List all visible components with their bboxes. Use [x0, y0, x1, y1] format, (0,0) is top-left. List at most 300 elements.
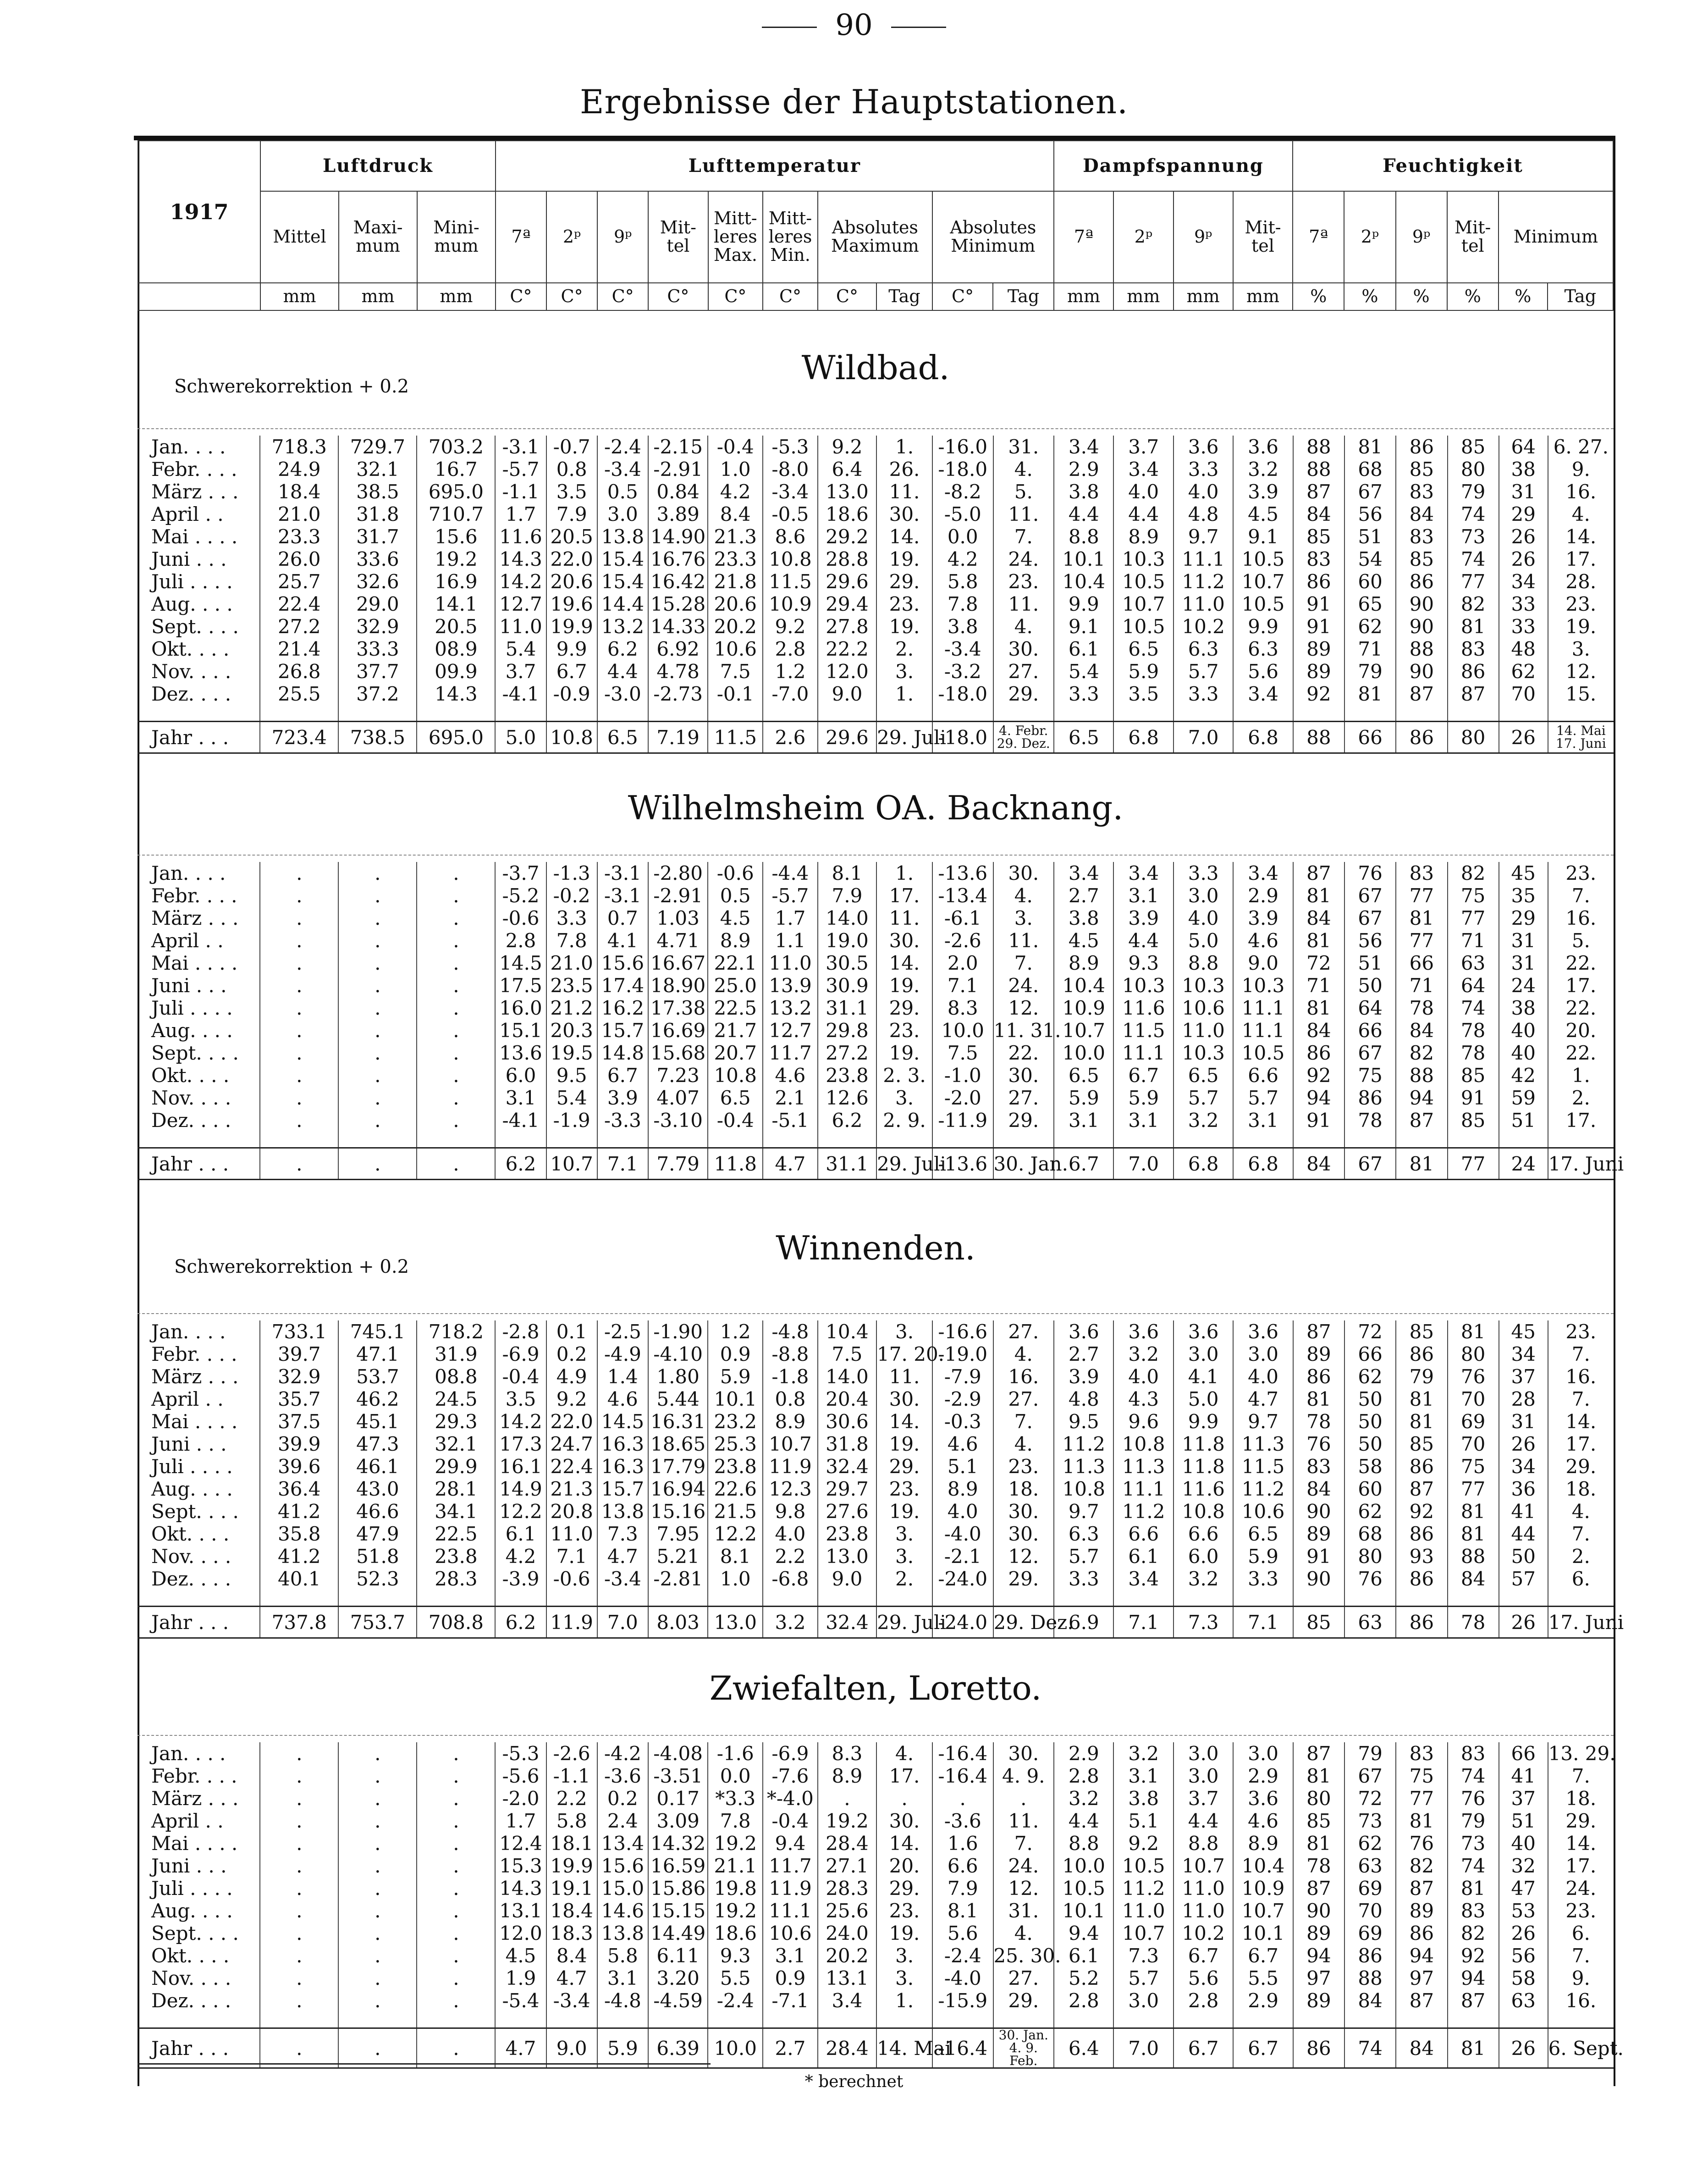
value-cell: 76 — [1396, 1832, 1447, 1855]
gap-cell — [708, 705, 763, 722]
gap-cell — [648, 2012, 708, 2028]
value-cell: 82 — [1448, 1922, 1499, 1944]
value-cell: 73 — [1344, 1810, 1396, 1832]
value-cell: 14.5 — [495, 952, 546, 974]
value-cell: 92 — [1448, 1944, 1499, 1967]
value-cell: 10.7 — [1113, 1922, 1173, 1944]
value-cell: . — [417, 1109, 495, 1132]
gap-cell — [338, 2012, 417, 2028]
value-cell: 13.0 — [818, 480, 876, 503]
value-cell: -1.90 — [648, 1320, 708, 1343]
table-row — [138, 1433, 1614, 1455]
value-cell: 3.4 — [1113, 458, 1173, 480]
value-cell: 9.9 — [546, 638, 597, 660]
value-cell: 29.0 — [338, 593, 417, 615]
value-cell: . — [260, 907, 338, 929]
value-cell: 8.9 — [708, 929, 763, 952]
value-cell: 79 — [1344, 660, 1396, 683]
value-cell: 31 — [1499, 480, 1548, 503]
value-cell: 29. — [993, 683, 1054, 705]
value-cell: 27.2 — [818, 1042, 876, 1064]
gap-cell — [1233, 1590, 1293, 1607]
value-cell: 9.2 — [763, 615, 818, 638]
value-cell: 9.2 — [818, 436, 876, 458]
value-cell: 91 — [1293, 1109, 1344, 1132]
value-cell: 3.4 — [1054, 436, 1113, 458]
jahr-cell: 6. Sept. — [1548, 2028, 1614, 2068]
value-cell: 703.2 — [417, 436, 495, 458]
value-cell: 2.2 — [763, 1545, 818, 1568]
value-cell: 18.1 — [546, 1832, 597, 1855]
value-cell: 14.0 — [818, 907, 876, 929]
value-cell: 7.3 — [597, 1523, 648, 1545]
value-cell: 11.6 — [1174, 1478, 1233, 1500]
value-cell: 27. — [993, 1967, 1054, 1989]
value-cell: 4.1 — [597, 929, 648, 952]
table-row — [138, 1810, 1614, 1832]
gap-cell — [876, 705, 932, 722]
value-cell: 4.6 — [932, 1433, 993, 1455]
gap-cell — [1448, 1132, 1499, 1148]
value-cell: 20.2 — [818, 1944, 876, 1967]
value-cell: 3.9 — [1054, 1365, 1113, 1388]
jahr-cell: 695.0 — [417, 722, 495, 753]
value-cell: 87 — [1396, 1478, 1447, 1500]
jahr-cell: 6.4 — [1054, 2028, 1113, 2068]
value-cell: 18.90 — [648, 974, 708, 997]
month-label: Nov. . . . — [151, 1087, 231, 1109]
value-cell: 0.0 — [708, 1765, 763, 1787]
value-cell: 76 — [1448, 1365, 1499, 1388]
value-cell: 70 — [1499, 683, 1548, 705]
value-cell: 37.5 — [260, 1410, 338, 1433]
value-cell: 5.8 — [932, 570, 993, 593]
value-cell: 4.2 — [932, 548, 993, 570]
value-cell: 19.2 — [818, 1810, 876, 1832]
dash-right — [891, 27, 946, 28]
value-cell: 17. — [1548, 974, 1614, 997]
value-cell: . — [417, 974, 495, 997]
value-cell: 10.4 — [1233, 1855, 1293, 1877]
jahr-cell: 723.4 — [260, 722, 338, 753]
gap-cell — [417, 2012, 495, 2028]
jahr-cell: . — [260, 1148, 338, 1180]
table-row — [138, 1765, 1614, 1787]
value-cell: 7.9 — [818, 884, 876, 907]
value-cell: 10.8 — [1174, 1500, 1233, 1523]
jahr-cell: 7.1 — [597, 1148, 648, 1180]
value-cell: 10.1 — [1054, 548, 1113, 570]
value-cell: 63 — [1448, 952, 1499, 974]
value-cell: 10.3 — [1113, 548, 1173, 570]
value-cell: -4.0 — [932, 1967, 993, 1989]
value-cell: -2.5 — [597, 1320, 648, 1343]
value-cell: 3.2 — [1233, 458, 1293, 480]
value-cell: 10.0 — [1054, 1855, 1113, 1877]
value-cell: 41 — [1499, 1500, 1548, 1523]
value-cell: 71 — [1293, 974, 1344, 997]
value-cell: -4.8 — [597, 1989, 648, 2012]
value-cell: 77 — [1396, 929, 1447, 952]
month-label: Dez. . . . — [151, 1109, 231, 1132]
value-cell: 77 — [1448, 907, 1499, 929]
value-cell: 20.8 — [546, 1500, 597, 1523]
value-cell: 30. — [993, 1500, 1054, 1523]
jahr-cell: -13.6 — [932, 1148, 993, 1180]
unit-cell: C° — [648, 283, 708, 310]
value-cell: 1.03 — [648, 907, 708, 929]
value-cell: 12.7 — [763, 1019, 818, 1042]
col-temp-7a: 7ª — [496, 191, 546, 283]
value-cell: 76 — [1344, 862, 1396, 884]
value-cell: 30. — [993, 1064, 1054, 1087]
value-cell: 10.1 — [1054, 1900, 1113, 1922]
value-cell: . — [338, 997, 417, 1019]
jahr-cell: 737.8 — [260, 1607, 338, 1638]
value-cell: 27. — [993, 1320, 1054, 1343]
value-cell: 29. — [1548, 1455, 1614, 1478]
jahr-cell: 6.8 — [1233, 1148, 1293, 1180]
gap-cell — [993, 2012, 1054, 2028]
value-cell: . — [417, 1922, 495, 1944]
value-cell: 10.9 — [763, 593, 818, 615]
value-cell: 74 — [1448, 503, 1499, 525]
month-label: Jan. . . . — [151, 862, 226, 884]
station-table — [138, 862, 1624, 1180]
value-cell: 83 — [1293, 1455, 1344, 1478]
value-cell: -3.4 — [597, 458, 648, 480]
value-cell: 2.9 — [1054, 1742, 1113, 1765]
value-cell: -5.7 — [763, 884, 818, 907]
value-cell: 4.4 — [1174, 1810, 1233, 1832]
value-cell: 11.3 — [1054, 1455, 1113, 1478]
value-cell: 3.7 — [1113, 436, 1173, 458]
value-cell: -4.08 — [648, 1742, 708, 1765]
jahr-cell: 86 — [1396, 1607, 1447, 1638]
value-cell: 89 — [1293, 1922, 1344, 1944]
value-cell: 4.0 — [1113, 1365, 1173, 1388]
station-name: Wilhelmsheim OA. Backnang. — [628, 789, 1124, 827]
value-cell: 3.1 — [1113, 884, 1173, 907]
table-row — [138, 884, 1614, 907]
col-dampf-2p: 2ᵖ — [1113, 191, 1173, 283]
table-row — [138, 436, 1614, 458]
value-cell: 30. — [993, 1523, 1054, 1545]
value-cell: 87 — [1293, 1877, 1344, 1900]
value-cell: -0.9 — [546, 683, 597, 705]
value-cell: 40 — [1499, 1042, 1548, 1064]
value-cell: 76 — [1448, 1787, 1499, 1810]
value-cell: 15.7 — [597, 1019, 648, 1042]
value-cell: 3.3 — [1054, 683, 1113, 705]
value-cell: . — [260, 1922, 338, 1944]
section-rule — [138, 1313, 1614, 1314]
value-cell: 14. — [1548, 525, 1614, 548]
value-cell: 4.6 — [1233, 929, 1293, 952]
value-cell: 15.4 — [597, 548, 648, 570]
value-cell: 4.4 — [597, 660, 648, 683]
value-cell: 73 — [1448, 525, 1499, 548]
value-cell: 9.2 — [546, 1388, 597, 1410]
value-cell: 14.2 — [495, 1410, 546, 1433]
value-cell: 12.4 — [495, 1832, 546, 1855]
value-cell: . — [417, 884, 495, 907]
value-cell: 8.8 — [1174, 952, 1233, 974]
row-gap — [138, 1132, 1614, 1148]
value-cell: 11.5 — [1113, 1019, 1173, 1042]
value-cell: 4.6 — [1233, 1810, 1293, 1832]
value-cell: 19.1 — [546, 1877, 597, 1900]
value-cell: 4.8 — [1174, 503, 1233, 525]
value-cell: 28.4 — [818, 1832, 876, 1855]
value-cell: 51 — [1499, 1109, 1548, 1132]
value-cell: 4.7 — [1233, 1388, 1293, 1410]
value-cell: -0.2 — [546, 884, 597, 907]
value-cell: 8.8 — [1054, 1832, 1113, 1855]
value-cell: . — [338, 1765, 417, 1787]
value-cell: 14.0 — [818, 1365, 876, 1388]
value-cell: 24. — [1548, 1877, 1614, 1900]
value-cell: 11.0 — [1174, 1019, 1233, 1042]
value-cell: 84 — [1448, 1568, 1499, 1590]
gap-cell — [1448, 705, 1499, 722]
value-cell: 29.6 — [818, 570, 876, 593]
gap-cell — [1113, 2012, 1173, 2028]
value-cell: 76 — [1293, 1433, 1344, 1455]
jahr-cell: 6.5 — [1054, 722, 1113, 753]
jahr-cell: 86 — [1396, 722, 1447, 753]
unit-cell: % — [1447, 283, 1499, 310]
jahr-cell: 7.0 — [597, 1607, 648, 1638]
value-cell: 47.3 — [338, 1433, 417, 1455]
jahr-cell: 10.8 — [546, 722, 597, 753]
value-cell: 3.4 — [1233, 862, 1293, 884]
value-cell: -3.1 — [597, 862, 648, 884]
value-cell: 1.7 — [763, 907, 818, 929]
page-title: Ergebnisse der Hauptstationen. — [579, 83, 1129, 121]
value-cell: -3.6 — [932, 1810, 993, 1832]
value-cell: 87 — [1293, 480, 1344, 503]
value-cell: 70 — [1344, 1900, 1396, 1922]
value-cell: 3.1 — [597, 1967, 648, 1989]
value-cell: 29. — [993, 1109, 1054, 1132]
value-cell: 62 — [1344, 1832, 1396, 1855]
jahr-cell: 6.9 — [1054, 1607, 1113, 1638]
table-row — [138, 570, 1614, 593]
value-cell: 733.1 — [260, 1320, 338, 1343]
value-cell: 9. — [1548, 1967, 1614, 1989]
value-cell: 3.6 — [1233, 1320, 1293, 1343]
value-cell: 29. — [876, 997, 932, 1019]
gap-cell — [495, 705, 546, 722]
month-label: Mai . . . . — [151, 525, 238, 548]
jahr-cell: 6.8 — [1233, 722, 1293, 753]
value-cell: 85 — [1396, 458, 1447, 480]
value-cell: 14.8 — [597, 1042, 648, 1064]
value-cell: 0.7 — [597, 907, 648, 929]
value-cell: 24.0 — [818, 1922, 876, 1944]
value-cell: . — [338, 1087, 417, 1109]
value-cell: 84 — [1293, 1478, 1344, 1500]
value-cell: 10.7 — [1233, 1900, 1293, 1922]
value-cell: 39.7 — [260, 1343, 338, 1365]
value-cell: 20. — [876, 1855, 932, 1877]
value-cell: 29. — [993, 1989, 1054, 2012]
value-cell: 15.6 — [417, 525, 495, 548]
value-cell: 67 — [1344, 1765, 1396, 1787]
value-cell: 22.0 — [546, 548, 597, 570]
value-cell: 3. — [876, 1967, 932, 1989]
value-cell: -3.4 — [597, 1568, 648, 1590]
jahr-cell: 6.7 — [1233, 2028, 1293, 2068]
value-cell: 42 — [1499, 1064, 1548, 1087]
value-cell: 29. — [876, 570, 932, 593]
jahr-cell: 2.7 — [763, 2028, 818, 2068]
value-cell: -1.1 — [546, 1765, 597, 1787]
value-cell: -5.2 — [495, 884, 546, 907]
gap-cell — [1344, 1132, 1396, 1148]
value-cell: 81 — [1293, 884, 1344, 907]
value-cell: 3.9 — [597, 1087, 648, 1109]
value-cell: . — [338, 1042, 417, 1064]
value-cell: 46.2 — [338, 1388, 417, 1410]
value-cell: 3.6 — [1233, 436, 1293, 458]
value-cell: 23. — [876, 1900, 932, 1922]
value-cell: 4.8 — [1054, 1388, 1113, 1410]
value-cell: . — [338, 1109, 417, 1132]
value-cell: 23. — [1548, 1900, 1614, 1922]
station-table — [138, 1742, 1624, 2069]
unit-cell: C° — [708, 283, 763, 310]
value-cell: 7. — [1548, 1765, 1614, 1787]
gap-cell — [1233, 1132, 1293, 1148]
value-cell: 9.0 — [818, 1568, 876, 1590]
gap-cell — [708, 1590, 763, 1607]
value-cell: 10.1 — [708, 1388, 763, 1410]
value-cell: 31.9 — [417, 1343, 495, 1365]
value-cell: 3.0 — [1174, 1343, 1233, 1365]
value-cell: 6.5 — [1233, 1523, 1293, 1545]
value-cell: 2.7 — [1054, 1343, 1113, 1365]
month-label: Juni . . . — [151, 548, 227, 570]
value-cell: 14.1 — [417, 593, 495, 615]
value-cell: 14. — [1548, 1410, 1614, 1433]
value-cell: 7. — [1548, 1388, 1614, 1410]
value-cell: 14. — [876, 525, 932, 548]
value-cell: 3.5 — [495, 1388, 546, 1410]
value-cell: 15.4 — [597, 570, 648, 593]
value-cell: 16.69 — [648, 1019, 708, 1042]
value-cell: 11.7 — [763, 1855, 818, 1877]
jahr-cell: 24 — [1499, 1148, 1548, 1180]
value-cell: 11.2 — [1113, 1500, 1173, 1523]
value-cell: 3. — [876, 1944, 932, 1967]
value-cell: 69 — [1344, 1922, 1396, 1944]
value-cell: 78 — [1293, 1855, 1344, 1877]
month-label: April . . — [151, 1810, 224, 1832]
jahr-cell: 4.7 — [495, 2028, 546, 2068]
value-cell: 11. — [993, 1810, 1054, 1832]
value-cell: 16.7 — [417, 458, 495, 480]
value-cell: . — [260, 1064, 338, 1087]
value-cell: 78 — [1448, 1019, 1499, 1042]
month-label: Febr. . . . — [151, 458, 237, 480]
row-gap — [138, 1590, 1614, 1607]
value-cell: 7.8 — [932, 593, 993, 615]
value-cell: 15.1 — [495, 1019, 546, 1042]
jahr-cell: 26 — [1499, 2028, 1548, 2068]
value-cell: 3.0 — [1233, 1343, 1293, 1365]
value-cell: 14.2 — [495, 570, 546, 593]
value-cell: 89 — [1293, 1343, 1344, 1365]
value-cell: 3.1 — [1113, 1765, 1173, 1787]
month-label: Jan. . . . — [151, 1320, 226, 1343]
jahr-cell: 5.0 — [495, 722, 546, 753]
value-cell: 77 — [1448, 1478, 1499, 1500]
value-cell: 15. — [1548, 683, 1614, 705]
gap-cell — [708, 1132, 763, 1148]
value-cell: 21.1 — [708, 1855, 763, 1877]
value-cell: 85 — [1396, 548, 1447, 570]
value-cell: 21.7 — [708, 1019, 763, 1042]
month-label: Nov. . . . — [151, 1967, 231, 1989]
month-label: Juni . . . — [151, 974, 227, 997]
value-cell: 2.8 — [495, 929, 546, 952]
value-cell: 695.0 — [417, 480, 495, 503]
value-cell: -2.8 — [495, 1320, 546, 1343]
row-gap — [138, 705, 1614, 722]
value-cell: 23.8 — [818, 1523, 876, 1545]
value-cell: 5.4 — [546, 1087, 597, 1109]
value-cell: 4.4 — [1054, 1810, 1113, 1832]
value-cell: 9.0 — [1233, 952, 1293, 974]
value-cell: -5.1 — [763, 1109, 818, 1132]
value-cell: -16.6 — [932, 1320, 993, 1343]
month-label: März . . . — [151, 1365, 239, 1388]
value-cell: 19. — [876, 1922, 932, 1944]
value-cell: 1.2 — [763, 660, 818, 683]
value-cell: . — [417, 1832, 495, 1855]
value-cell: . — [417, 929, 495, 952]
value-cell: -13.6 — [932, 862, 993, 884]
value-cell: -3.1 — [495, 436, 546, 458]
jahr-cell: 67 — [1344, 1148, 1396, 1180]
gap-cell — [1499, 2012, 1548, 2028]
value-cell: 56 — [1499, 1944, 1548, 1967]
value-cell: 3.89 — [648, 503, 708, 525]
value-cell: 3.2 — [1113, 1742, 1173, 1765]
value-cell: 10.3 — [1113, 974, 1173, 997]
gap-cell — [1174, 2012, 1233, 2028]
value-cell: 4.7 — [597, 1545, 648, 1568]
jahr-cell: 17. Juni — [1548, 1148, 1614, 1180]
value-cell: 56 — [1344, 929, 1396, 952]
value-cell: -11.9 — [932, 1109, 993, 1132]
value-cell: 23. — [876, 593, 932, 615]
month-label: April . . — [151, 929, 224, 952]
value-cell: 15.28 — [648, 593, 708, 615]
value-cell: 14.33 — [648, 615, 708, 638]
value-cell: 4.0 — [1233, 1365, 1293, 1388]
value-cell: 10.6 — [1233, 1500, 1293, 1523]
table-row — [138, 907, 1614, 929]
table-row — [138, 1944, 1614, 1967]
value-cell: 13.8 — [597, 1922, 648, 1944]
value-cell: 22. — [1548, 952, 1614, 974]
value-cell: 0.9 — [708, 1343, 763, 1365]
gap-cell — [1499, 1132, 1548, 1148]
value-cell: 68 — [1344, 1523, 1396, 1545]
